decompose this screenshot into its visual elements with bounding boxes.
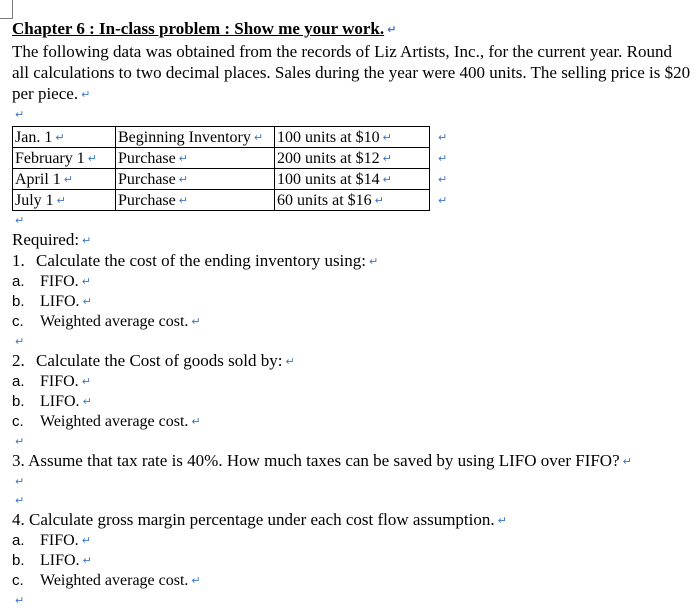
row-mark-icon: ↵ [438,172,448,186]
paragraph-mark-icon: ↵ [82,554,92,567]
chapter-title [12,18,692,41]
empty-line [12,211,692,230]
paragraph-mark-icon: ↵ [15,108,25,121]
empty-line [12,472,692,491]
list-item: c. Weighted average cost. ↵ [12,572,201,589]
paragraph-mark-icon: ↵ [81,88,91,101]
paragraph-mark-icon: ↵ [81,375,91,388]
paragraph-mark-icon: ↵ [15,214,25,227]
empty-line [12,105,692,124]
question-4 [12,510,692,531]
row-mark-icon: ↵ [438,193,448,207]
type-cell: Beginning Inventory ↵ [116,127,275,148]
row-end-mark [430,127,450,148]
date-cell: April 1 ↵ [13,169,116,190]
list-item: a. FIFO. ↵ [12,373,91,390]
table-row [13,127,450,148]
detail-cell: 60 units at $16 ↵ [275,190,430,211]
row-end-mark [430,169,450,190]
paragraph-mark-icon: ↵ [497,514,507,527]
cell-mark-icon: ↵ [382,172,392,186]
cell-mark-icon: ↵ [87,151,97,165]
paragraph-mark-icon: ↵ [369,255,379,268]
paragraph-mark-icon: ↵ [15,494,25,507]
cell-mark-icon: ↵ [178,172,188,186]
list-item: b. LIFO. ↵ [12,552,92,569]
row-end-mark [430,148,450,169]
paragraph-mark-icon: ↵ [15,335,25,348]
row-end-mark [430,190,450,211]
question-number: 3. [12,451,25,470]
paragraph-mark-icon: ↵ [387,23,397,36]
question-text: Calculate the Cost of goods sold by: [36,351,283,370]
paragraph-mark-icon: ↵ [82,395,92,408]
paragraph-mark-icon: ↵ [82,295,92,308]
table-row [13,169,450,190]
question-1 [12,251,692,272]
paragraph-mark-icon: ↵ [622,455,632,468]
cell-mark-icon: ↵ [178,193,188,207]
type-cell: Purchase ↵ [116,148,275,169]
detail-cell: 100 units at $14 ↵ [275,169,430,190]
question-number: 4. [12,510,25,529]
question-text: Calculate gross margin percentage under each cost flow assumption. [29,510,495,529]
list-item: b. LIFO. ↵ [12,393,92,410]
paragraph-mark-icon: ↵ [15,475,25,488]
row-mark-icon: ↵ [438,130,448,144]
list-item: a. FIFO. ↵ [12,532,91,549]
empty-line [12,591,692,610]
question-text: Assume that tax rate is 40%. How much taxes can be saved by using LIFO over FIFO? [28,451,620,470]
list-item: c. Weighted average cost. ↵ [12,313,201,330]
date-cell: February 1 ↵ [13,148,116,169]
cell-mark-icon: ↵ [382,151,392,165]
paragraph-mark-icon: ↵ [15,594,25,607]
required-heading: Required: ↵ [12,230,92,249]
list-item: c. Weighted average cost. ↵ [12,413,201,430]
detail-cell: 200 units at $12 ↵ [275,148,430,169]
question-text: Calculate the cost of the ending inventory using: [36,251,367,270]
paragraph-mark-icon: ↵ [81,534,91,547]
paragraph-mark-icon: ↵ [81,275,91,288]
date-cell: July 1 ↵ [13,190,116,211]
list-item: a. FIFO. ↵ [12,273,91,290]
paragraph-mark-icon: ↵ [191,415,201,428]
cell-mark-icon: ↵ [382,130,392,144]
question-number: 2. [12,351,25,370]
intro-paragraph [12,41,692,105]
date-cell: Jan. 1 ↵ [13,127,116,148]
title-part-2: Show me your work. [234,19,385,38]
question-number: 1. [12,251,25,270]
row-mark-icon: ↵ [438,151,448,165]
type-cell: Purchase ↵ [116,190,275,211]
inventory-table [12,126,450,211]
intro-text: The following data was obtained from the records of Liz Artists, Inc., for the current year. Round all calculations to two decimal places. Sales during the year were 400 units. The selling price is $20 per piece. [12,42,691,103]
cell-mark-icon: ↵ [63,172,73,186]
list-item: b. LIFO. ↵ [12,293,92,310]
type-cell: Purchase ↵ [116,169,275,190]
question-2 [12,351,692,372]
empty-line [12,432,692,451]
cell-mark-icon: ↵ [56,193,66,207]
empty-line [12,332,692,351]
detail-cell: 100 units at $10 ↵ [275,127,430,148]
document-page [12,8,692,610]
paragraph-mark-icon: ↵ [15,435,25,448]
cell-mark-icon: ↵ [178,151,188,165]
cell-mark-icon: ↵ [253,130,264,144]
question-3 [12,451,692,472]
cell-mark-icon: ↵ [55,130,65,144]
empty-line [12,491,692,510]
paragraph-mark-icon: ↵ [285,355,295,368]
paragraph-mark-icon: ↵ [82,234,92,247]
table-row [13,190,450,211]
paragraph-mark-icon: ↵ [191,315,201,328]
cell-mark-icon: ↵ [374,193,384,207]
paragraph-mark-icon: ↵ [191,574,201,587]
table-row [13,148,450,169]
title-part-1: Chapter 6 : In-class problem : [12,19,235,38]
